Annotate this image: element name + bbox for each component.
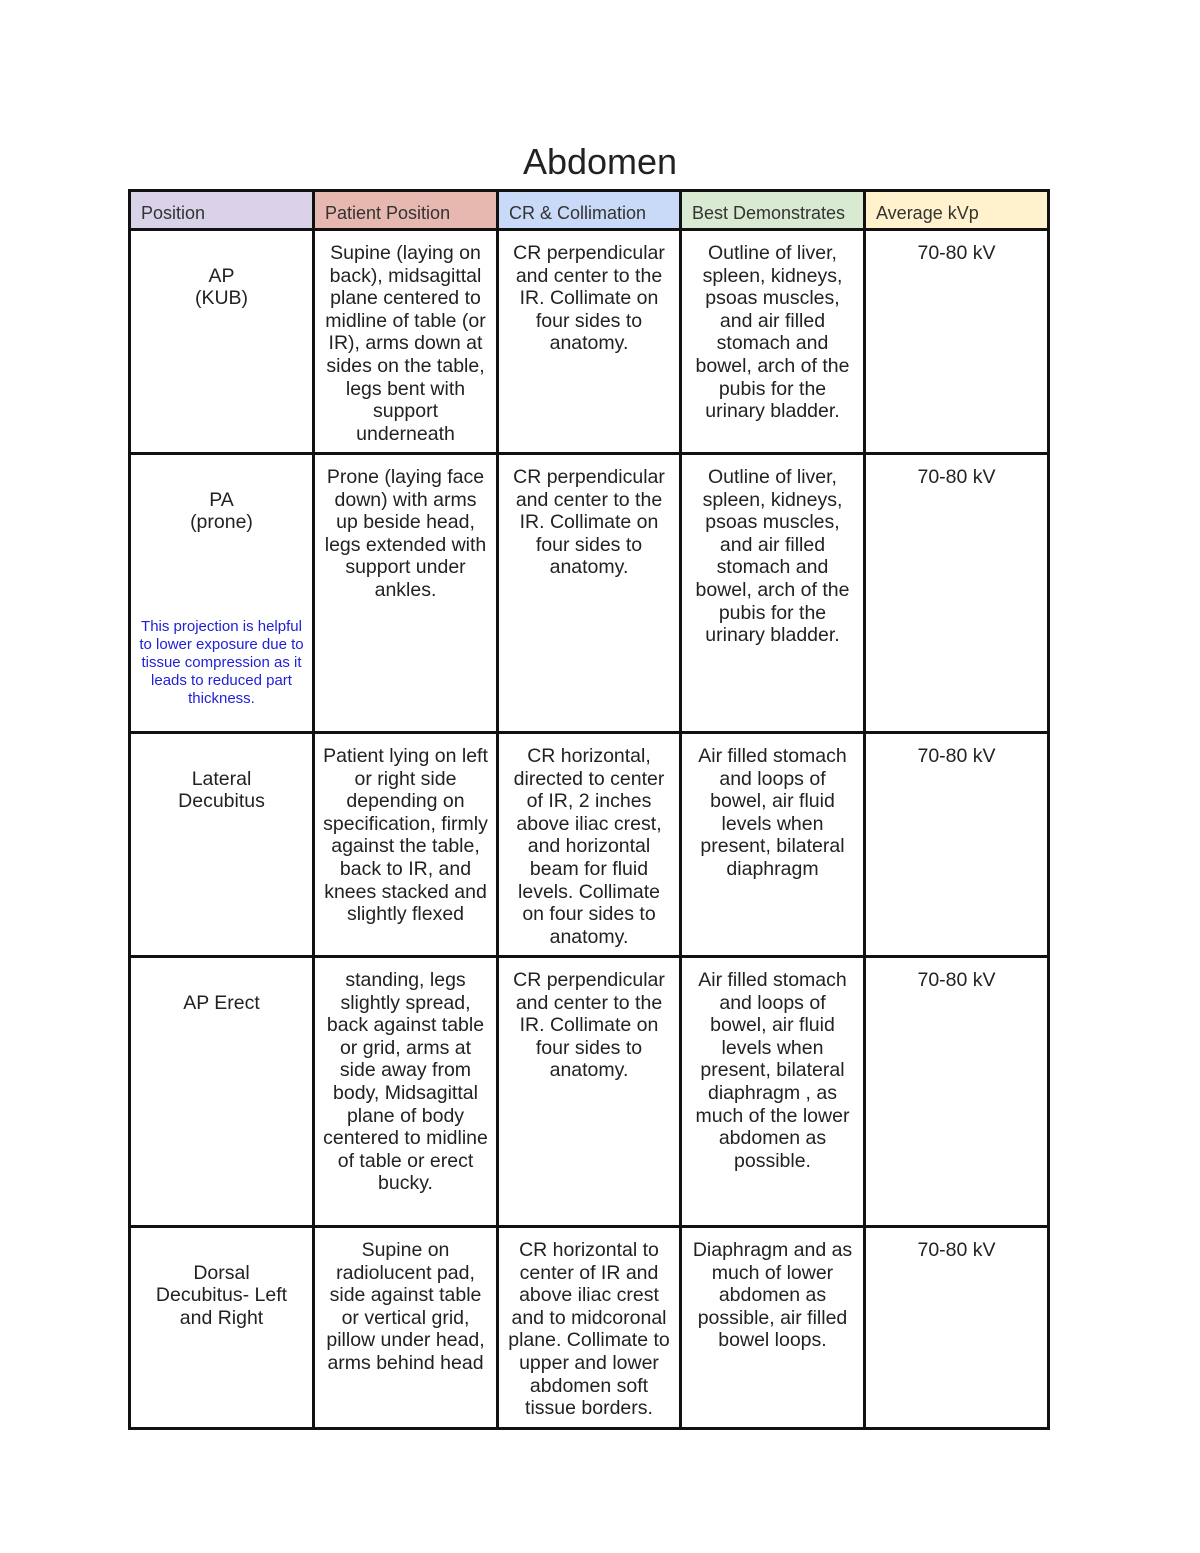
cell-patient-position: Supine on radiolucent pad, side against table or vertical grid, pillow under head, arms behind head	[314, 1226, 498, 1428]
cell-patient-position: standing, legs slightly spread, back against table or grid, arms at side away from body, Midsagittal plane of body centered to midline of table or erect bucky.	[314, 956, 498, 1226]
cell-best-demonstrates: Air filled stomach and loops of bowel, air fluid levels when present, bilateral diaphragm , as much of the lower abdomen as possible.	[681, 956, 865, 1226]
abdomen-table	[128, 189, 1050, 1430]
page-title: Abdomen	[522, 141, 678, 182]
cell-cr-collimation: CR horizontal, directed to center of IR, 2 inches above iliac crest, and horizontal beam for fluid levels. Collimate on four sides to anatomy.	[498, 732, 681, 956]
cell-average-kvp: 70-80 kV	[865, 1226, 1049, 1428]
cell-patient-position: Patient lying on left or right side depending on specification, firmly against the table, back to IR, and knees stacked and slightly flexed	[314, 732, 498, 956]
cell-best-demonstrates: Diaphragm and as much of lower abdomen as possible, air filled bowel loops.	[681, 1226, 865, 1428]
header-best-demonstrates: Best Demonstrates	[681, 191, 865, 230]
cell-average-kvp: 70-80 kV	[865, 230, 1049, 454]
position-label: Dorsal Decubitus- Left and Right	[155, 1261, 288, 1329]
header-cr-collimation: CR & Collimation	[498, 191, 681, 230]
position-label: AP Erect	[183, 991, 260, 1014]
position-label: Lateral Decubitus	[178, 767, 265, 813]
cell-average-kvp: 70-80 kV	[865, 454, 1049, 733]
cell-average-kvp: 70-80 kV	[865, 956, 1049, 1226]
cell-patient-position: Supine (laying on back), midsagittal plane centered to midline of table (or IR), arms down at sides on the table, legs bent with support underneath	[314, 230, 498, 454]
cell-cr-collimation: CR horizontal to center of IR and above iliac crest and to midcoronal plane. Collimate to upper and lower abdomen soft tissue borders.	[498, 1226, 681, 1428]
cell-cr-collimation: CR perpendicular and center to the IR. Collimate on four sides to anatomy.	[498, 454, 681, 733]
cell-position	[130, 1226, 314, 1428]
table-row	[130, 732, 1049, 956]
header-position: Position	[130, 191, 314, 230]
cell-position	[130, 956, 314, 1226]
cell-average-kvp: 70-80 kV	[865, 732, 1049, 956]
position-label: PA (prone)	[190, 488, 253, 534]
cell-position	[130, 230, 314, 454]
cell-position	[130, 732, 314, 956]
header-row	[130, 191, 1049, 230]
cell-position	[130, 454, 314, 733]
cell-patient-position: Prone (laying face down) with arms up beside head, legs extended with support under ankles.	[314, 454, 498, 733]
cell-cr-collimation: CR perpendicular and center to the IR. Collimate on four sides to anatomy.	[498, 956, 681, 1226]
table-row	[130, 1226, 1049, 1428]
table-row	[130, 454, 1049, 733]
cell-best-demonstrates: Outline of liver, spleen, kidneys, psoas muscles, and air filled stomach and bowel, arch of the pubis for the urinary bladder.	[681, 454, 865, 733]
table-row	[130, 956, 1049, 1226]
cell-cr-collimation: CR perpendicular and center to the IR. Collimate on four sides to anatomy.	[498, 230, 681, 454]
position-label: AP (KUB)	[194, 264, 249, 310]
cell-best-demonstrates: Outline of liver, spleen, kidneys, psoas muscles, and air filled stomach and bowel, arch of the pubis for the urinary bladder.	[681, 230, 865, 454]
cell-best-demonstrates: Air filled stomach and loops of bowel, air fluid levels when present, bilateral diaphragm	[681, 732, 865, 956]
header-patient-position: Patient Position	[314, 191, 498, 230]
table-row	[130, 230, 1049, 454]
header-average-kvp: Average kVp	[865, 191, 1049, 230]
position-note: This projection is helpful to lower exposure due to tissue compression as it leads to reduced part thickness.	[139, 618, 304, 708]
